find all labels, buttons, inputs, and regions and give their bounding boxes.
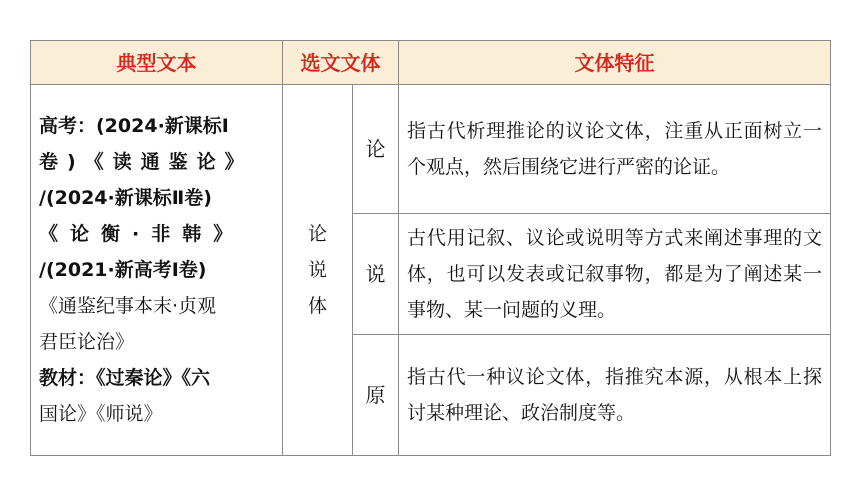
source-line: /(2024·新课标Ⅱ卷) [39,187,212,209]
feature-shuo: 古代用记叙、议论或说明等方式来阐述事理的文体，也可以发表或记叙事物，都是为了阐述某一事物、某一问题的义理。 [399,214,831,335]
header-typical-text: 典型文本 [31,41,283,85]
genre-table [30,40,831,456]
source-line: 《通鉴纪事本末·贞观 [39,295,217,317]
header-genre-features: 文体特征 [399,41,831,85]
subgenre-yuan: 原 [353,335,399,456]
source-line: 卷)《读通鉴论》 [39,151,253,173]
subgenre-lun: 论 [353,85,399,214]
source-line: /(2021·新高考Ⅰ卷) [39,259,207,281]
source-line: 高考：(2024·新课标Ⅰ [39,115,229,137]
header-selected-genre: 选文文体 [283,41,399,85]
genre-char: 体 [307,295,327,317]
feature-lun: 指古代析理推论的议论文体，注重从正面树立一个观点，然后围绕它进行严密的论证。 [399,85,831,214]
genre-char: 论 [307,223,327,245]
genre-cell [283,85,353,456]
source-line: 教材：《过秦论》《六 [39,367,211,389]
subgenre-shuo: 说 [353,214,399,335]
typical-text-cell [31,85,283,456]
source-line: 《论衡·非韩》 [39,223,245,245]
source-line: 君臣论治》 [39,331,135,353]
header-row [31,41,831,85]
table-row [31,85,831,214]
feature-yuan: 指古代一种议论文体，指推究本源，从根本上探讨某种理论、政治制度等。 [399,335,831,456]
source-line: 国论》《师说》 [39,403,163,425]
genre-char: 说 [307,259,327,281]
